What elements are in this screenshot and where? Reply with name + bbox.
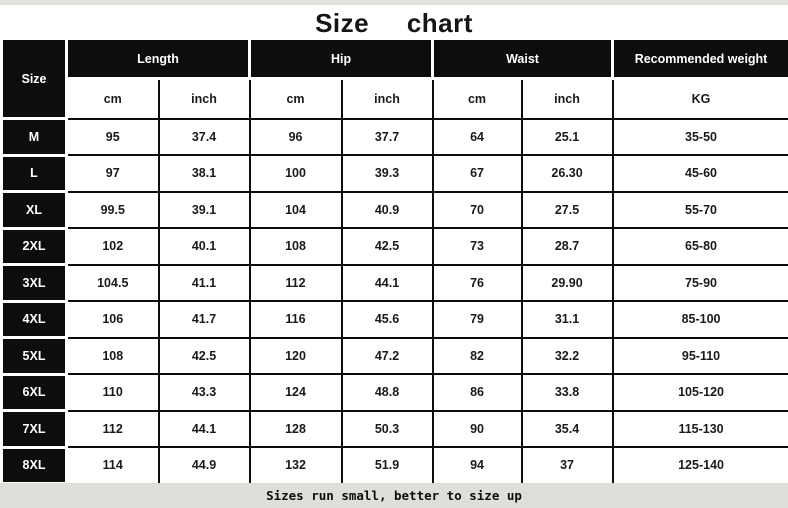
- value-cell: 29.90: [522, 265, 613, 302]
- length-cm-header: cm: [67, 79, 159, 119]
- size-table-body: [2, 119, 788, 484]
- value-cell: 115-130: [613, 411, 788, 448]
- size-cell: L: [2, 155, 67, 192]
- size-table: [0, 37, 788, 485]
- hip-group-header: Hip: [250, 39, 433, 79]
- value-cell: 45.6: [342, 301, 433, 338]
- value-cell: 26.30: [522, 155, 613, 192]
- value-cell: 44.1: [159, 411, 250, 448]
- table-row: [2, 301, 788, 338]
- size-cell: 4XL: [2, 301, 67, 338]
- value-cell: 37.7: [342, 119, 433, 156]
- value-cell: 106: [67, 301, 159, 338]
- table-row: [2, 265, 788, 302]
- value-cell: 55-70: [613, 192, 788, 229]
- table-row: [2, 447, 788, 484]
- value-cell: 70: [433, 192, 522, 229]
- header-group-row: [2, 39, 788, 79]
- size-column-header: Size: [2, 39, 67, 119]
- value-cell: 97: [67, 155, 159, 192]
- weight-kg-header: KG: [613, 79, 788, 119]
- footer-note: Sizes run small, better to size up: [0, 483, 788, 508]
- value-cell: 64: [433, 119, 522, 156]
- value-cell: 39.3: [342, 155, 433, 192]
- size-cell: M: [2, 119, 67, 156]
- waist-cm-header: cm: [433, 79, 522, 119]
- value-cell: 41.7: [159, 301, 250, 338]
- table-row: [2, 338, 788, 375]
- size-cell: 5XL: [2, 338, 67, 375]
- value-cell: 75-90: [613, 265, 788, 302]
- size-cell: XL: [2, 192, 67, 229]
- size-cell: 8XL: [2, 447, 67, 484]
- value-cell: 48.8: [342, 374, 433, 411]
- length-inch-header: inch: [159, 79, 250, 119]
- value-cell: 120: [250, 338, 342, 375]
- value-cell: 25.1: [522, 119, 613, 156]
- value-cell: 44.1: [342, 265, 433, 302]
- value-cell: 94: [433, 447, 522, 484]
- value-cell: 90: [433, 411, 522, 448]
- value-cell: 132: [250, 447, 342, 484]
- value-cell: 73: [433, 228, 522, 265]
- value-cell: 124: [250, 374, 342, 411]
- value-cell: 32.2: [522, 338, 613, 375]
- value-cell: 33.8: [522, 374, 613, 411]
- waist-inch-header: inch: [522, 79, 613, 119]
- table-row: [2, 411, 788, 448]
- table-row: [2, 155, 788, 192]
- value-cell: 108: [67, 338, 159, 375]
- value-cell: 110: [67, 374, 159, 411]
- value-cell: 27.5: [522, 192, 613, 229]
- value-cell: 51.9: [342, 447, 433, 484]
- header-units-row: [2, 79, 788, 119]
- value-cell: 99.5: [67, 192, 159, 229]
- value-cell: 31.1: [522, 301, 613, 338]
- value-cell: 67: [433, 155, 522, 192]
- value-cell: 37.4: [159, 119, 250, 156]
- value-cell: 96: [250, 119, 342, 156]
- value-cell: 65-80: [613, 228, 788, 265]
- value-cell: 35.4: [522, 411, 613, 448]
- value-cell: 35-50: [613, 119, 788, 156]
- value-cell: 108: [250, 228, 342, 265]
- value-cell: 95-110: [613, 338, 788, 375]
- value-cell: 112: [250, 265, 342, 302]
- hip-cm-header: cm: [250, 79, 342, 119]
- value-cell: 41.1: [159, 265, 250, 302]
- table-row: [2, 228, 788, 265]
- value-cell: 104.5: [67, 265, 159, 302]
- value-cell: 50.3: [342, 411, 433, 448]
- value-cell: 76: [433, 265, 522, 302]
- value-cell: 95: [67, 119, 159, 156]
- value-cell: 43.3: [159, 374, 250, 411]
- value-cell: 28.7: [522, 228, 613, 265]
- value-cell: 45-60: [613, 155, 788, 192]
- length-group-header: Length: [67, 39, 250, 79]
- hip-inch-header: inch: [342, 79, 433, 119]
- value-cell: 100: [250, 155, 342, 192]
- size-cell: 2XL: [2, 228, 67, 265]
- page-title: Size chart: [315, 8, 473, 38]
- value-cell: 114: [67, 447, 159, 484]
- size-cell: 6XL: [2, 374, 67, 411]
- value-cell: 82: [433, 338, 522, 375]
- value-cell: 38.1: [159, 155, 250, 192]
- value-cell: 40.9: [342, 192, 433, 229]
- value-cell: 116: [250, 301, 342, 338]
- value-cell: 105-120: [613, 374, 788, 411]
- value-cell: 42.5: [159, 338, 250, 375]
- weight-group-header: Recommended weight: [613, 39, 788, 79]
- value-cell: 128: [250, 411, 342, 448]
- table-row: [2, 119, 788, 156]
- table-row: [2, 374, 788, 411]
- value-cell: 86: [433, 374, 522, 411]
- value-cell: 39.1: [159, 192, 250, 229]
- value-cell: 112: [67, 411, 159, 448]
- size-cell: 3XL: [2, 265, 67, 302]
- value-cell: 104: [250, 192, 342, 229]
- value-cell: 79: [433, 301, 522, 338]
- waist-group-header: Waist: [433, 39, 613, 79]
- value-cell: 125-140: [613, 447, 788, 484]
- value-cell: 102: [67, 228, 159, 265]
- value-cell: 37: [522, 447, 613, 484]
- value-cell: 85-100: [613, 301, 788, 338]
- value-cell: 42.5: [342, 228, 433, 265]
- size-cell: 7XL: [2, 411, 67, 448]
- value-cell: 40.1: [159, 228, 250, 265]
- value-cell: 47.2: [342, 338, 433, 375]
- table-row: [2, 192, 788, 229]
- value-cell: 44.9: [159, 447, 250, 484]
